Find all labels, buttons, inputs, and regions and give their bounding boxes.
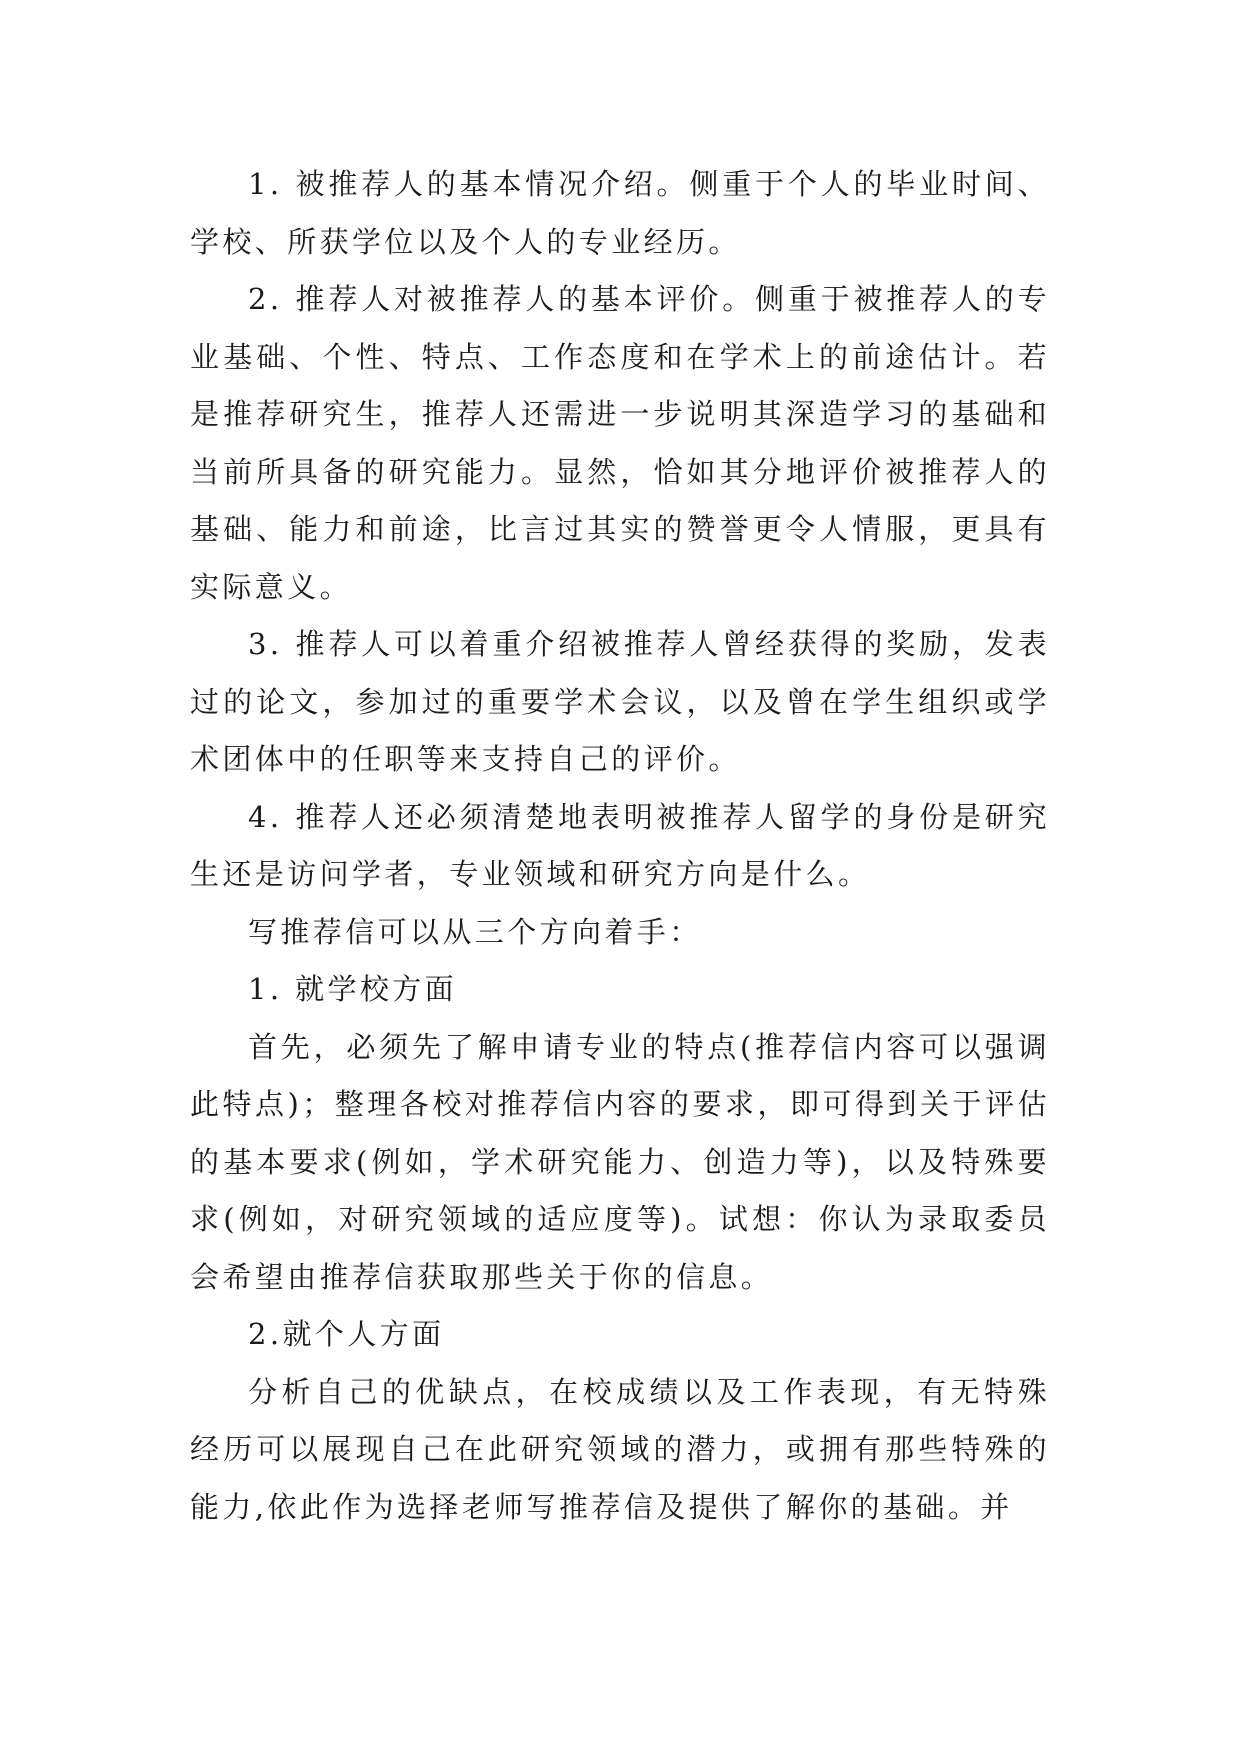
paragraph-school-requirements: 首先，必须先了解申请专业的特点(推荐信内容可以强调此特点)；整理各校对推荐信内容的要求，即可得到关于评估的基本要求(例如，学术研究能力、创造力等)，以及特殊要求(例如，对研究领域的适应度等)。试想：你认为录取委员会希望由推荐信获取那些关于你的信息。 — [190, 1029, 1050, 1294]
heading-school-aspect: 1. 就学校方面 — [248, 972, 458, 1006]
heading-personal-aspect: 2.就个人方面 — [248, 1317, 445, 1351]
paragraph-three-directions: 写推荐信可以从三个方向着手： — [248, 914, 702, 949]
paragraph-basic-info: 1. 被推荐人的基本情况介绍。侧重于个人的毕业时间、学校、所获学位以及个人的专业经历。 — [190, 167, 1050, 259]
paragraph-study-identity: 4. 推荐人还必须清楚地表明被推荐人留学的身份是研究生还是访问学者，专业领域和研究方向是什么。 — [190, 799, 1050, 891]
paragraph-awards-papers: 3. 推荐人可以着重介绍被推荐人曾经获得的奖励，发表过的论文，参加过的重要学术会议，以及曾在学生组织或学术团体中的任职等来支持自己的评价。 — [190, 627, 1050, 776]
paragraph-basic-evaluation: 2. 推荐人对被推荐人的基本评价。侧重于被推荐人的专业基础、个性、特点、工作态度和在学术上的前途估计。若是推荐研究生，推荐人还需进一步说明其深造学习的基础和当前所具备的研究能力。显然，恰如其分地评价被推荐人的基础、能力和前途，比言过其实的赞誉更令人情服，更具有实际意义。 — [190, 282, 1050, 604]
document-body — [190, 156, 1050, 1536]
paragraph-personal-analysis: 分析自己的优缺点，在校成绩以及工作表现，有无特殊经历可以展现自己在此研究领域的潜力，或拥有那些特殊的能力,依此作为选择老师写推荐信及提供了解你的基础。并 — [190, 1374, 1050, 1524]
